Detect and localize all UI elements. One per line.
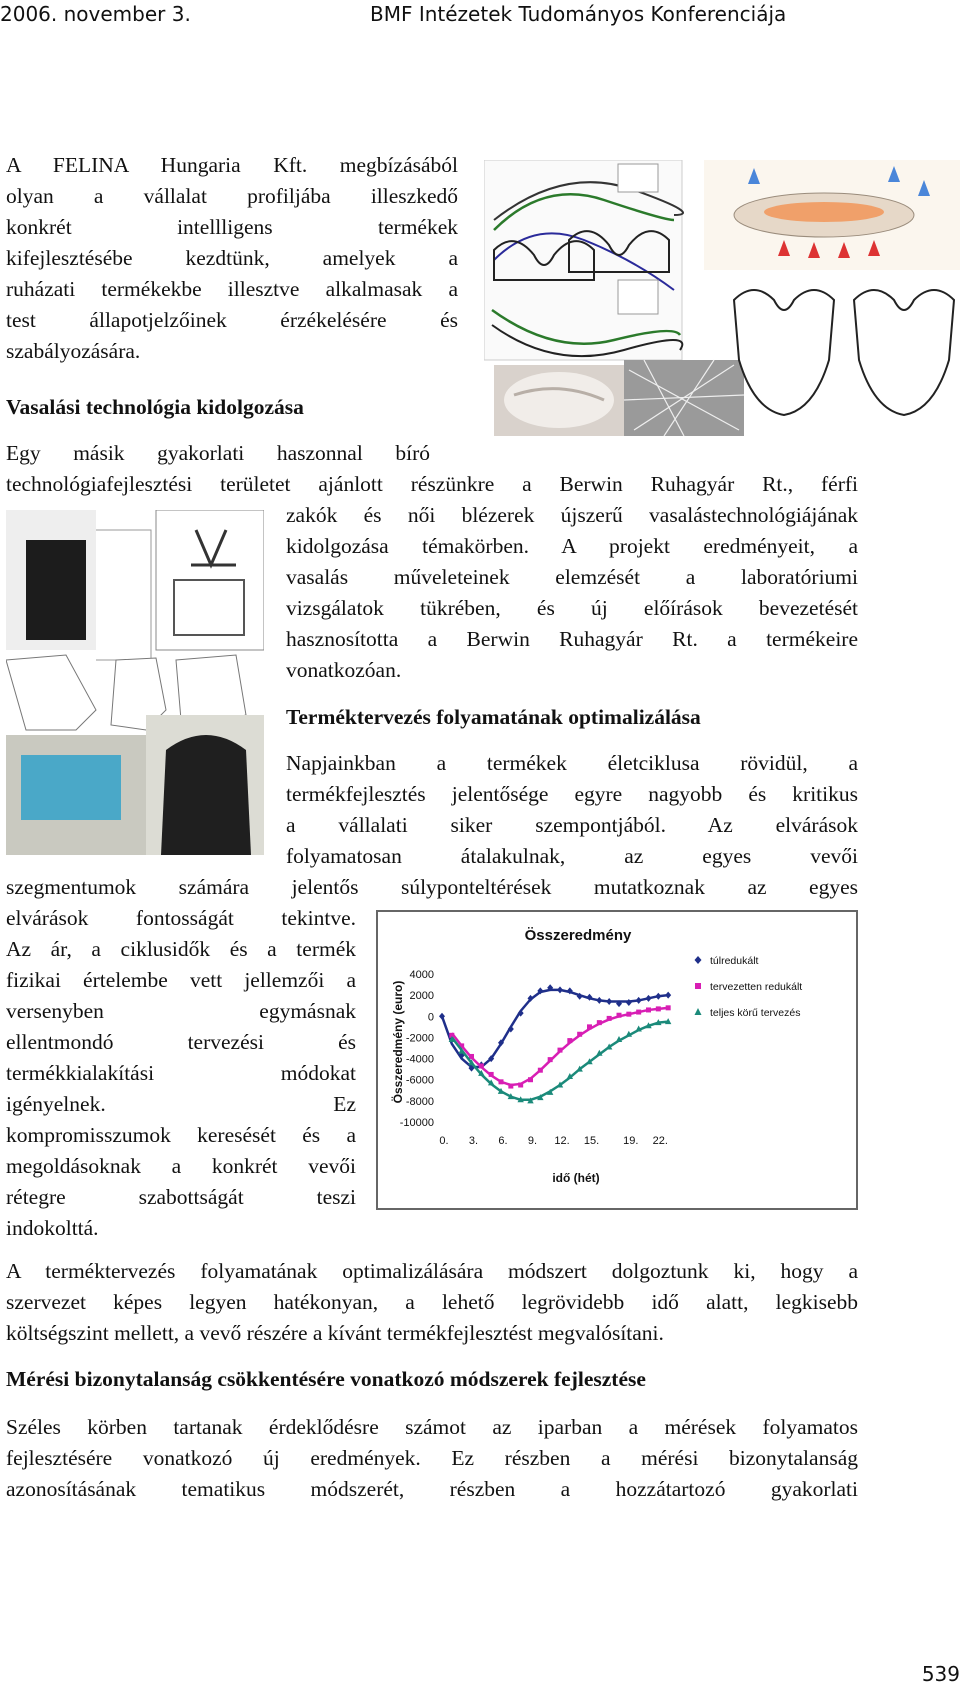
data-point	[577, 1032, 582, 1037]
text-line: elvárások fontosságát tekintve.	[6, 906, 356, 930]
data-point	[587, 1024, 592, 1029]
text-line: indokolttá.	[6, 1216, 99, 1240]
text-line: kifejlesztésébe kezdtünk, amelyek a	[6, 246, 458, 270]
legend-label: túlredukált	[710, 955, 759, 967]
text-line: kompromisszumok keresését és a	[6, 1123, 356, 1147]
series-line	[452, 1008, 668, 1085]
data-point	[538, 1068, 543, 1073]
text-line: szabályozására.	[6, 339, 141, 363]
text-line: igényelnek. Ez	[6, 1092, 356, 1116]
text-line: olyan a vállalat profiljába illeszkedő	[6, 184, 458, 208]
text-line: fizikai értelembe vett jellemzői a	[6, 968, 356, 992]
data-point	[596, 997, 602, 1004]
section-heading-measurement: Mérési bizonytalanság csökkentésére vonatkozó módszerek fejlesztése	[6, 1367, 646, 1391]
data-point	[646, 1007, 651, 1012]
data-point	[656, 1006, 661, 1011]
text-line: szegmentumok számára jelentős súlyponteltérések mutatkoznak az egyes	[6, 875, 858, 899]
y-tick-label: -8000	[405, 1095, 434, 1108]
series-line	[452, 1022, 668, 1100]
text-line: konkrét intellligens termékek	[6, 215, 458, 239]
text-line: Egy másik gyakorlati haszonnal bíró	[6, 441, 430, 465]
legend-marker	[695, 1008, 702, 1015]
data-point	[528, 1077, 533, 1082]
legend-label: teljes körű tervezés	[710, 1007, 801, 1019]
legend-marker	[695, 983, 701, 989]
text-line: rétegre szabottságát teszi	[6, 1185, 356, 1209]
x-tick-label: 6.	[498, 1135, 508, 1147]
text-line: folyamatosan átalakulnak, az egyes vevői	[286, 844, 858, 868]
data-point	[646, 995, 652, 1002]
x-tick-label: 22.	[652, 1135, 668, 1147]
text-line: kidolgozása témakörben. A projekt eredményeit, a	[286, 534, 858, 558]
text-line: A terméktervezés folyamatának optimalizálására módszert dolgoztunk ki, hogy a	[6, 1259, 858, 1283]
x-tick-label: 3.	[468, 1135, 479, 1147]
y-tick-label: 0	[427, 1011, 434, 1024]
text-line: a vállalati siker szempontjából. Az elvárások	[286, 813, 858, 837]
x-tick-label: 12.	[554, 1135, 570, 1147]
text-line: ellentmondó tervezési és	[6, 1030, 356, 1054]
text-line: hasznosította a Berwin Ruhagyár Rt. a termékeire	[286, 627, 858, 651]
data-point	[489, 1072, 494, 1077]
chart-title: Összeredmény	[524, 927, 632, 944]
x-tick-label: 9.	[527, 1135, 538, 1147]
text-line: termékkialakítási módokat	[6, 1061, 356, 1085]
text-line: A FELINA Hungaria Kft. megbízásából	[6, 153, 458, 177]
text-line: vizsgálatok tükrében, és új előírások bevezetését	[286, 596, 858, 620]
x-tick-label: 19.	[623, 1135, 639, 1147]
y-tick-label: 2000	[409, 990, 434, 1003]
text-line: szervezet képes legyen hatékonyan, a lehető legrövidebb idő alatt, legkisebb	[6, 1290, 858, 1314]
text-line: termékfejlesztés jelentősége egyre nagyobb és kritikus	[286, 782, 858, 806]
data-point	[567, 1038, 572, 1043]
data-point	[548, 1057, 553, 1062]
text-line: ruházati termékekbe illesztve alkalmasak a	[6, 277, 458, 301]
data-point	[606, 998, 612, 1005]
header-conference: BMF Intézetek Tudományos Konferenciája	[370, 2, 787, 26]
page-header	[0, 0, 960, 34]
data-point	[469, 1054, 474, 1059]
text-line: zakók és női blézerek újszerű vasalástechnológiájának	[286, 503, 858, 527]
y-tick-label: -10000	[399, 1117, 434, 1129]
text-line: azonosításának tematikus módszerét, részben a hozzátartozó gyakorlati	[6, 1477, 858, 1501]
y-tick-label: -4000	[405, 1053, 434, 1066]
text-line: Napjainkban a termékek életciklusa rövidül, a	[286, 751, 858, 775]
data-point	[499, 1079, 504, 1084]
text-line: fejlesztésére vonatkozó új eredmények. Ez részben a mérési bizonytalanság	[6, 1446, 858, 1470]
text-line: test állapotjelzőinek érzékelésére és	[6, 308, 458, 332]
data-point	[636, 1010, 641, 1015]
ironing-technology-collage-figure	[6, 510, 264, 855]
section-heading-ironing: Vasalási technológia kidolgozása	[6, 395, 304, 419]
text-line: Az ár, a ciklusidők és a termék	[6, 937, 356, 961]
chart-svg	[378, 912, 856, 1208]
y-tick-label: -2000	[405, 1032, 434, 1045]
data-point	[479, 1063, 484, 1068]
data-point	[518, 1083, 523, 1088]
header-date: 2006. november 3.	[0, 2, 191, 26]
lingerie-sensor-collage-figure	[484, 160, 960, 436]
text-line: megoldásoknak a konkrét vevői	[6, 1154, 356, 1178]
chart-y-axis-label: Összeredmény (euro)	[391, 980, 405, 1104]
total-result-chart	[376, 910, 858, 1210]
chart-x-axis-label: idő (hét)	[552, 1171, 600, 1185]
text-line: vonatkozóan.	[286, 658, 402, 682]
text-line: vasalás műveleteinek elemzését a laboratóriumi	[286, 565, 858, 589]
data-point	[655, 993, 661, 1000]
text-line: technológiafejlesztési területet ajánlott részünkre a Berwin Ruhagyár Rt., férfi	[6, 472, 858, 496]
data-point	[665, 992, 671, 999]
x-tick-label: 15.	[583, 1135, 600, 1147]
data-point	[617, 1013, 622, 1018]
legend-label: tervezetten redukált	[710, 981, 803, 993]
y-tick-label: 4000	[409, 969, 434, 981]
text-line: költségszint mellett, a vevő részére a kívánt termékfejlesztést megvalósítani.	[6, 1321, 664, 1345]
data-point	[508, 1084, 513, 1089]
legend-marker	[695, 956, 702, 964]
section-heading-product-design: Terméktervezés folyamatának optimalizálása	[286, 705, 701, 729]
data-point	[666, 1005, 671, 1010]
x-tick-label: 0.	[439, 1135, 449, 1147]
text-line: Széles körben tartanak érdeklődésre számot az iparban a mérések folyamatos	[6, 1415, 858, 1439]
page-number: 539	[921, 1662, 960, 1686]
data-point	[626, 1012, 631, 1017]
text-line: versenyben egymásnak	[6, 999, 356, 1023]
data-point	[607, 1016, 612, 1021]
data-point	[597, 1020, 602, 1025]
y-tick-label: -6000	[405, 1074, 434, 1087]
data-point	[636, 997, 642, 1004]
data-point	[557, 986, 563, 993]
data-point	[558, 1048, 563, 1053]
